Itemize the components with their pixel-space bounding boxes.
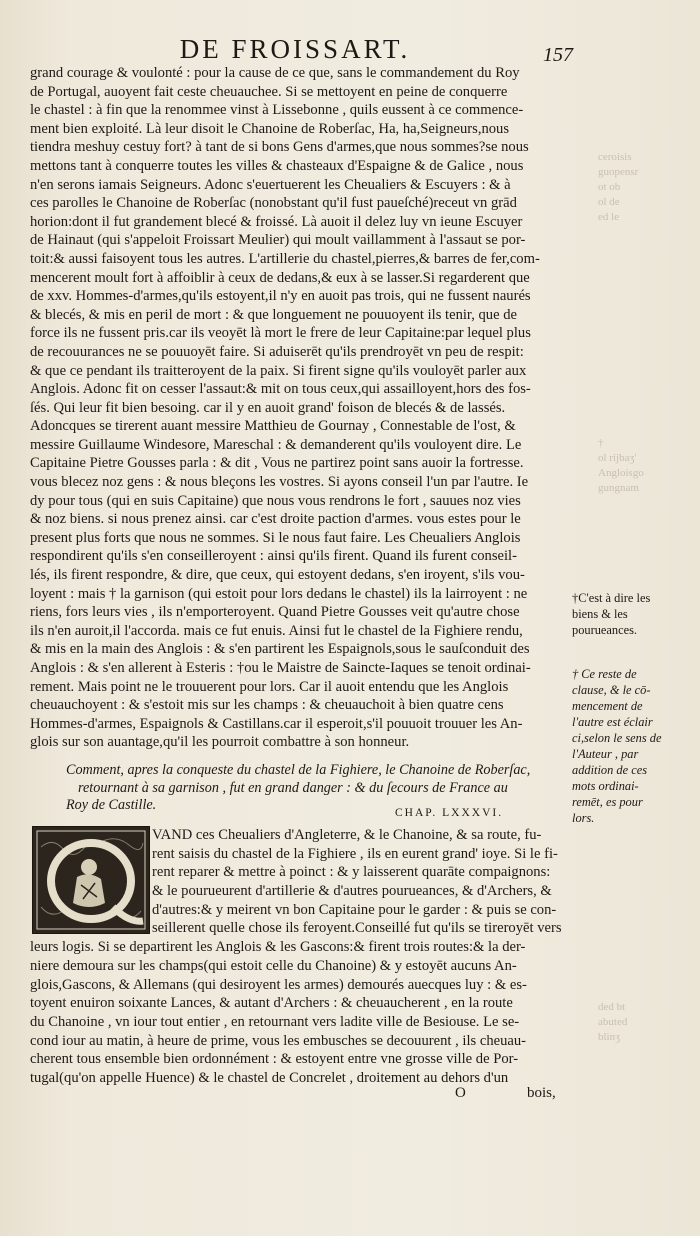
text-line: toyent enuiron soixante Lances, & autant d'Archers : & cheuaucherent , en la route — [30, 995, 513, 1012]
text-line: glois sur son auantage,qu'il les pourroit combattre à son honneur. — [30, 734, 410, 751]
text-line: cherent tous ensemble bien ordonnément : & estoyent entre vne grosse ville de Por- — [30, 1051, 519, 1068]
text-line: horion:dont il fut grandement blecé & froissé. Là auoit il delez luy vn ieune Escuyer — [30, 213, 523, 230]
text-line: toit:& aussi faisoyent tous les autres. L'artillerie du chastel,pierres,& barres de fer,com- — [30, 250, 540, 267]
chapter-text-block — [30, 826, 572, 1088]
show-through-text: † ol rijbaʒ' Angloisgo gungnam — [598, 437, 644, 494]
signature-mark: O — [455, 1085, 466, 1101]
text-line: mencerent moult fort à affoiblir à ceux de dedans,& eux à se lasser.Si regarderent que — [30, 269, 530, 286]
text-line: de Hainaut (qui s'appeloit Froissart Meulier) qui moult vaillamment à l'assaut se por- — [30, 232, 526, 249]
marginal-note-line: † Ce reste de — [572, 667, 637, 681]
show-through-text: ceroisis guopensr ot ob ol de ed le — [598, 151, 639, 223]
text-line: & mis en la main des Anglois : & s'en partirent les Espaignols,sous le sauſconduit des — [30, 641, 530, 658]
text-line: & que ce pendant ils traitteroyent de la paix. Si firent signe qu'ils vouloyēt parler aux — [30, 362, 527, 379]
text-line: messire Guillaume Windesore, Mareschal : & demanderent qu'ils vouloyent dire. Le — [30, 436, 522, 453]
text-line: rement. Mais point ne le trouuerent pour lors. Car il auoit entendu que les Anglois — [30, 678, 509, 695]
text-line: tugal(qu'on appelle Huence) & le chastel de Concrelet , droitement au dehors d'un — [30, 1069, 509, 1086]
text-line: cond iour au matin, à heure de prime, vous les embusches se decouurent , ils cheuau- — [30, 1032, 527, 1049]
marginal-note-line: mots ordinai- — [572, 779, 639, 793]
running-header: DE FROISSART. — [179, 34, 411, 64]
text-line: Anglois. Adonc fit on cesser l'assaut:& mit on tous ceux,qui assailloyent,hors des fos- — [30, 381, 531, 398]
text-line: tiendra meshuy cestuy fort? à tant de si bons Gens d'armes,que nous sommes?se nous — [30, 139, 529, 156]
text-line: riens, fors leurs vies , ils n'emporteroyent. Quand Pietre Gousses veit qu'autre chose — [30, 604, 520, 621]
marginal-note-line: ci,selon le sens de — [572, 731, 662, 745]
text-line: le chastel : à fin que la renommee vinst à Lissebonne , quils eussent à ce commence- — [30, 102, 524, 119]
text-line: Hommes-d'armes, Espaignols & Castillans.car il esperoit,s'il pouuoit trouuer les An- — [30, 715, 523, 732]
text-line: Adoncques se tirerent auant messire Matthieu de Gournay , Connestable de l'ost, & — [30, 418, 516, 435]
text-line: force ils ne fussent pris.car ils veoyēt là mort le frere de leur Capitaine:par lequel plus — [30, 325, 531, 342]
text-line: niere demoura sur les champs(qui estoit celle du Chanoine) & y estoyēt aucuns An- — [30, 957, 517, 974]
text-line: ces parolles le Chanoine de Roberſac (nonobstant qu'il fust paueſché)receut vn grād — [30, 195, 517, 212]
text-line: n'en serons iamais Seigneurs. Adonc s'euertuerent les Cheualiers & Escuyers : & à — [30, 176, 511, 193]
marginal-note-line: l'Auteur , par — [572, 747, 639, 761]
chapter-heading-line: retournant à sa garnison , fut en grand danger : & du ſecours de France au — [78, 779, 508, 796]
catchword: bois, — [527, 1085, 556, 1101]
marginal-note — [572, 590, 684, 638]
marginal-note-line: addition de ces — [572, 763, 648, 777]
marginal-note-line: clause, & le cō- — [572, 683, 651, 697]
text-line: de xxv. Hommes-d'armes,qu'ils estoyent,il n'y en auoit pas trois, qui ne fussent naurés — [30, 288, 531, 305]
text-line: Capitaine Pietre Gousses parla : & dit , Vous ne partirez point sans auoir la fortresse. — [30, 455, 524, 472]
text-line: ment bien exploité. Là leur disoit le Chanoine de Roberſac, Ha, ha,Seigneurs,nous — [30, 120, 510, 137]
text-line: VAND ces Cheualiers d'Angleterre, & le Chanoine, & sa route, fu- — [152, 827, 542, 843]
chapter-heading-line: Roy de Castille. — [66, 797, 157, 813]
page-number: 157 — [543, 44, 573, 66]
text-line: lés, ils firent respondre, & dire, que ceux, qui estoyent dedans, s'en iroyent, s'ils vou- — [30, 567, 525, 584]
text-line: loyent : mais † la garnison (qui estoit pour lors dedans le chastel) ils la lairroyent : ne — [30, 585, 528, 602]
text-line: dy pour tous (qui en suis Capitaine) que nous vous rendrons le fort , sauues noz vies — [30, 492, 521, 509]
text-line: d'autres:& y meirent vn bon Capitaine pour le garder : & puis se con- — [152, 901, 557, 918]
marginal-note-line: lors. — [572, 811, 595, 825]
marginal-note-line: biens & les — [572, 607, 628, 621]
text-line: mettons tant à conquerre toutes les villes & chasteaux d'Espaigne & de Galice , nous — [30, 157, 524, 174]
marginal-note-line: mencement de — [572, 699, 643, 713]
text-line: rent reparer & mettre à poinct : & y laisserent quarāte compaignons: — [152, 864, 551, 881]
marginal-note-line: pourueances. — [572, 623, 638, 637]
text-line: leurs logis. Si se departirent les Anglois & les Gascons:& firent trois routes:& la der- — [30, 939, 526, 956]
show-through-text: ded bt abuted blinʒ — [598, 1001, 628, 1043]
text-line: de recouurances ne se pouuoyēt faire. Si aduiserēt qu'ils prendroyēt vn peu de respit: — [30, 343, 524, 360]
text-line: present plus forts que nous ne sommes. Si le nous faut faire. Les Cheualiers Anglois — [30, 529, 521, 546]
text-line: du Chanoine , vn iour tout entier , en retournant vers ladite ville de Besiouse. Le se- — [30, 1013, 520, 1030]
chapter-heading-line: Comment, apres la conqueste du chastel de la Fighiere, le Chanoine de Roberſac, — [66, 762, 531, 778]
marginal-note — [572, 666, 684, 826]
text-line: Anglois : & s'en allerent à Esteris : †ou le Maistre de Saincte-Iaques se tenoit ordinai- — [30, 660, 531, 676]
text-line: respondirent qu'ils s'en conseilleroyent : ainsi qu'ils firent. Quand ils furent conseil- — [30, 548, 517, 565]
text-line: & blecés, & mis en peril de mort : & que longuement ne pouuoyent ils tenir, que de — [30, 306, 517, 323]
text-line: grand courage & voulonté : pour la cause de ce que, sans le commandement du Roy — [30, 65, 520, 81]
text-line: cheuauchoyent : & s'estoit mis sur les champs : & cheuauchoit à bien quatre cens — [30, 697, 504, 714]
text-line: ſés. Qui leur fit bien besoing. car il y en auoit grand' foison de blecés & de lassés. — [30, 399, 506, 416]
main-text-block — [30, 64, 572, 752]
marginal-note-line: l'autre est éclair — [572, 715, 653, 729]
text-line: rent saisis du chastel de la Fighiere , ils en eurent grand' ioye. Si le fi- — [152, 845, 558, 862]
marginal-note-line: remēt, es pour — [572, 795, 643, 809]
chapter-number: CHAP. LXXXVI. — [395, 807, 504, 819]
text-line: & noz biens. si nous prenez ainsi. car c'est droite paction d'armes. vous estes pour le — [30, 511, 521, 528]
text-line: vous blecez noz gens : & nous bleçons les vostres. Si ayons conseil l'un par l'autre. Ie — [30, 474, 529, 491]
text-line: ils n'en auroit,il l'accorda. mais ce fut enuis. Ainsi fut le chastel de la Fighiere rendu, — [30, 622, 523, 639]
text-line: glois,Gascons, & Allemans (qui desiroyent les armes) demourés auecques luy : & es- — [30, 976, 527, 993]
text-line: de Portugal, auoyent fait ceste cheuauchee. Si se mettoyent en peine de conquerre — [30, 83, 508, 100]
text-line: seillerent quelle chose ils feroyent.Conseillé fut qu'ils se tireroyēt vers — [152, 920, 562, 937]
marginal-note-line: †C'est à dire les — [572, 591, 651, 605]
text-line: & le pourueurent d'artillerie & d'autres pourueances, & d'Archers, & — [152, 883, 552, 900]
